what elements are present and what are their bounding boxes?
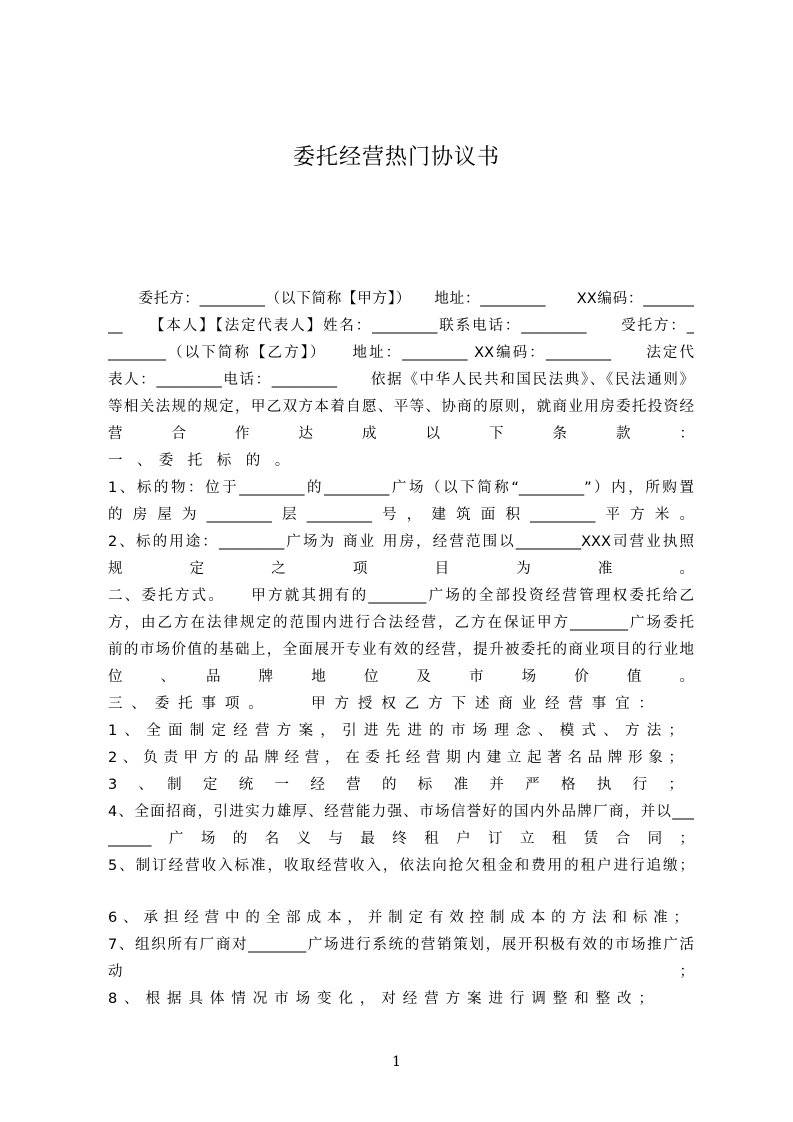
text-line: ______广场的名义与最终租户订立租赁合同； xyxy=(108,831,694,847)
text-line: 的房屋为_________层_________号，建筑面积_________平方米。 xyxy=(108,507,694,523)
text-line: 动 xyxy=(108,964,123,980)
text-line: 1、全面制定经营方案，引进先进的市场理念、模式、方法； xyxy=(108,723,683,739)
text-line: 委托方：_________（以下简称【甲方】） 地址：_________ XX编码：_______ xyxy=(108,291,694,307)
text-line: 2、负责甲方的品牌经营，在委托经营期内建立起著名品牌形象； xyxy=(108,750,683,766)
text-line: ； xyxy=(679,964,694,980)
text-line: 1、标的物：位于_________的_________广场（以下简称“_________”）内，所购置 xyxy=(108,480,694,496)
text-line: __ 【本人】【法定代表人】姓名：_________联系电话：_________ 受托方：_ xyxy=(108,318,694,334)
text-line: 6、承担经营中的全部成本，并制定有效控制成本的方法和标准； xyxy=(108,910,688,926)
text-line: 7、组织所有厂商对________广场进行系统的营销策划，展开积极有效的市场推广活 xyxy=(108,937,694,953)
text-line: ________（以下简称【乙方】） 地址：_________ XX编码：_________ 法定代 xyxy=(108,345,694,361)
text-line: 规 定 之 项 目 为 准 。 xyxy=(108,561,694,577)
text-line: 前的市场价值的基础上，全面展开专业有效的经营，提升被委托的商业项目的行业地 xyxy=(108,642,694,658)
page-number: 1 xyxy=(392,1054,401,1070)
text-line: 4、全面招商，引进实力雄厚、经营能力强、市场信誉好的国内外品牌厂商，并以___ xyxy=(108,804,694,820)
text-line: 5、制订经营收入标准，收取经营收入，依法向抢欠租金和费用的租户进行追缴； xyxy=(108,858,694,874)
text-line: 二、委托方式。 甲方就其拥有的________广场的全部投资经营管理权委托给乙 xyxy=(108,588,694,604)
text-line: 方，由乙方在法律规定的范围内进行合法经营，乙方在保证甲方________广场委托 xyxy=(108,615,694,631)
text-line: 三、委托事项。 甲方授权乙方下述商业经营事宜： xyxy=(108,696,653,712)
text-line: 2、标的用途：_________广场为 商业 用房，经营范围以_________XXX司营业执照 xyxy=(108,534,694,550)
text-line: 一 、 委 托 标 的 。 xyxy=(108,453,290,469)
text-line: 等相关法规的规定，甲乙双方本着自愿、平等、协商的原则，就商业用房委托投资经 xyxy=(108,399,694,415)
text-line: 3 、 制 定 统 一 经 营 的 标 准 并 严 格 执 行 ； xyxy=(108,777,683,793)
text-line: 8、根据具体情况市场变化，对经营方案进行调整和整改； xyxy=(108,991,653,1007)
text-line: 营 合 作 达 成 以 下 条 款 ： xyxy=(108,426,694,442)
document-title: 委托经营热门协议书 xyxy=(292,145,500,170)
text-line: 位 、 品 牌 地 位 及 市 场 价 值 。 xyxy=(108,669,694,685)
text-line: 表人：_________电话：_________ 依据《中华人民共和国民法典》、《民法通则》 xyxy=(108,372,694,388)
